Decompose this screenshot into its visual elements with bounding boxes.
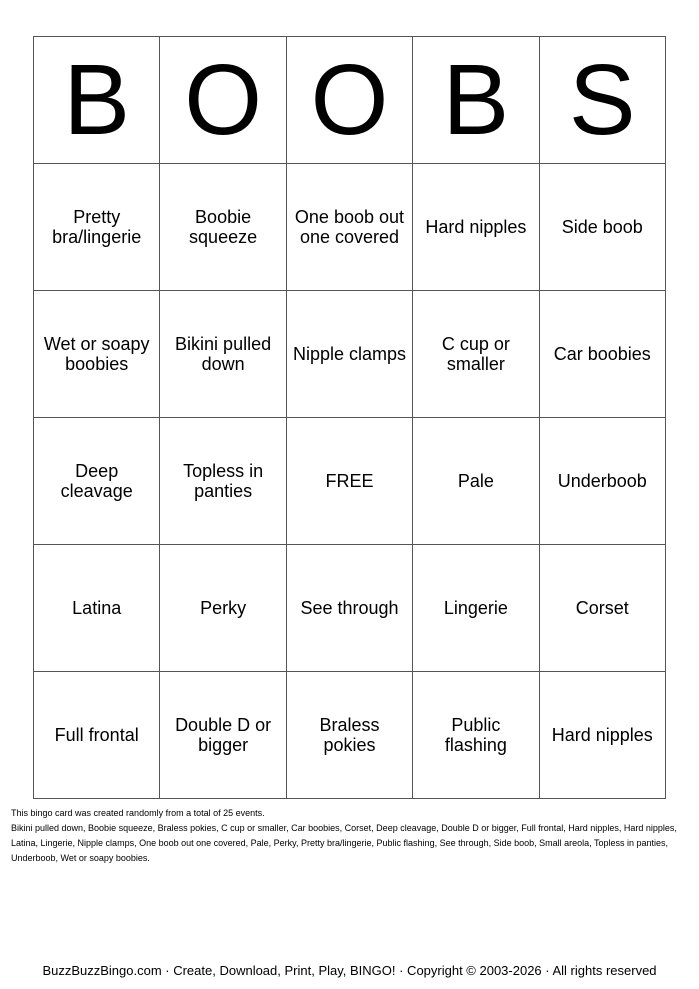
free-cell: FREE — [286, 418, 412, 545]
card-row — [34, 418, 666, 545]
header-letter: B — [413, 37, 539, 164]
header-letter: S — [539, 37, 665, 164]
card-cell: Pale — [413, 418, 539, 545]
site-footer: BuzzBuzzBingo.com · Create, Download, Print, Play, BINGO! · Copyright © 2003-2026 · All rights reserved — [42, 963, 657, 978]
card-cell: Bikini pulled down — [160, 291, 286, 418]
card-row — [34, 291, 666, 418]
event-footnote — [11, 806, 691, 866]
bingo-card — [33, 36, 666, 799]
card-cell: Underboob — [539, 418, 665, 545]
header-row — [34, 37, 666, 164]
card-row — [34, 545, 666, 672]
footnote-event-list: Bikini pulled down, Boobie squeeze, Braless pokies, C cup or smaller, Car boobies, Corset, Deep cleavage, Double D or bigger, Full frontal, Hard nipples, Hard nipples, Latina, Lingerie, Nipple clamps, One boob out one covered, Pale, Perky, Pretty bra/lingerie, Public flashing, See through, Side boob, Small areola, Topless in panties, Underboob, Wet or soapy boobies. — [11, 823, 677, 863]
card-cell: Side boob — [539, 164, 665, 291]
card-cell: Braless pokies — [286, 672, 412, 799]
card-cell: Wet or soapy boobies — [34, 291, 160, 418]
header-letter: O — [160, 37, 286, 164]
footnote-intro: This bingo card was created randomly from a total of 25 events. — [11, 808, 265, 818]
card-cell: Nipple clamps — [286, 291, 412, 418]
card-cell: Latina — [34, 545, 160, 672]
card-row — [34, 672, 666, 799]
header-letter: B — [34, 37, 160, 164]
card-cell: C cup or smaller — [413, 291, 539, 418]
header-letter: O — [286, 37, 412, 164]
card-cell: Corset — [539, 545, 665, 672]
card-cell: One boob out one covered — [286, 164, 412, 291]
card-cell: Double D or bigger — [160, 672, 286, 799]
card-cell: Topless in panties — [160, 418, 286, 545]
card-cell: Car boobies — [539, 291, 665, 418]
card-cell: Public flashing — [413, 672, 539, 799]
card-cell: Full frontal — [34, 672, 160, 799]
card-cell: See through — [286, 545, 412, 672]
card-cell: Hard nipples — [539, 672, 665, 799]
card-cell: Boobie squeeze — [160, 164, 286, 291]
card-cell: Hard nipples — [413, 164, 539, 291]
card-cell: Lingerie — [413, 545, 539, 672]
card-cell: Deep cleavage — [34, 418, 160, 545]
card-row — [34, 164, 666, 291]
card-cell: Perky — [160, 545, 286, 672]
card-cell: Pretty bra/lingerie — [34, 164, 160, 291]
